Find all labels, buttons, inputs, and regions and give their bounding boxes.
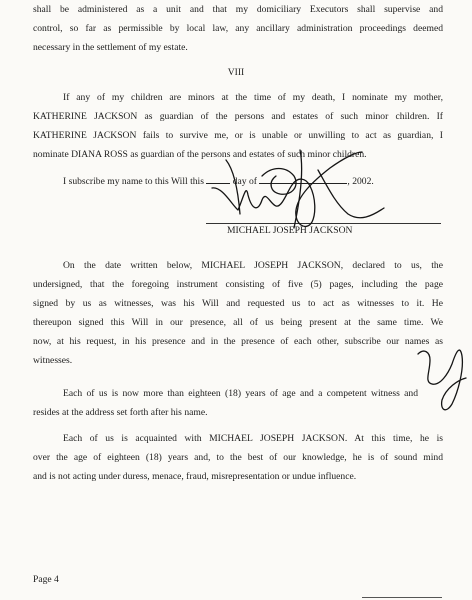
text-line: control, so far as permissible by local law, any ancillary administration proceedings deemed xyxy=(33,23,443,34)
text-line: Each of us is acquainted with MICHAEL JOSEPH JACKSON. At this time, he is xyxy=(63,433,443,444)
signature-loop xyxy=(262,169,296,195)
text-line: nominate DIANA ROSS as guardian of the persons and estates of such minor children. xyxy=(33,149,367,160)
text-line: and is not acting under duress, menace, fraud, misrepresentation or undue influence. xyxy=(33,471,357,482)
signature-mark xyxy=(212,152,362,226)
day-of-text: day of xyxy=(232,176,257,187)
text-line: witnesses. xyxy=(33,355,73,366)
year-text: , 2002. xyxy=(347,176,374,187)
initials-mark xyxy=(418,350,466,410)
text-line: over the age of eighteen (18) years and, to the best of our knowledge, he is of sound mind xyxy=(33,452,443,463)
text-line: shall be administered as a unit and that my domiciliary Executors shall supervise and xyxy=(33,4,443,15)
text-line: now, at his request, in his presence and in the presence of each other, subscribe our names as xyxy=(33,336,443,347)
text-line: undersigned, that the foregoing instrument consisting of five (5) pages, including the page xyxy=(33,279,443,290)
subscribe-text: I subscribe my name to this Will this xyxy=(63,176,204,187)
text-line: resides at the address set forth after his name. xyxy=(33,407,208,418)
text-line: On the date written below, MICHAEL JOSEPH JACKSON, declared to us, the xyxy=(63,260,443,271)
text-line: KATHERINE JACKSON fails to survive me, or is unable or unwilling to act as guardian, I xyxy=(33,130,443,141)
signatory-name: MICHAEL JOSEPH JACKSON xyxy=(227,225,353,236)
page-number: Page 4 xyxy=(33,574,59,585)
text-line: thereupon signed this Will in our presence, all of us being present at the same time. We xyxy=(33,317,443,328)
text-line: KATHERINE JACKSON as guardian of the persons and estates of such minor children. If xyxy=(33,111,443,122)
text-line: necessary in the settlement of my estate. xyxy=(33,42,188,53)
section-heading: VIII xyxy=(227,67,245,78)
text-line: signed by us as witnesses, was his Will and requested us to act as witnesses to it. He xyxy=(33,298,443,309)
text-line: Each of us is now more than eighteen (18) years of age and a competent witness and xyxy=(63,388,418,399)
text-line: If any of my children are minors at the time of my death, I nominate my mother, xyxy=(63,92,443,103)
signature-flourish xyxy=(226,150,384,228)
